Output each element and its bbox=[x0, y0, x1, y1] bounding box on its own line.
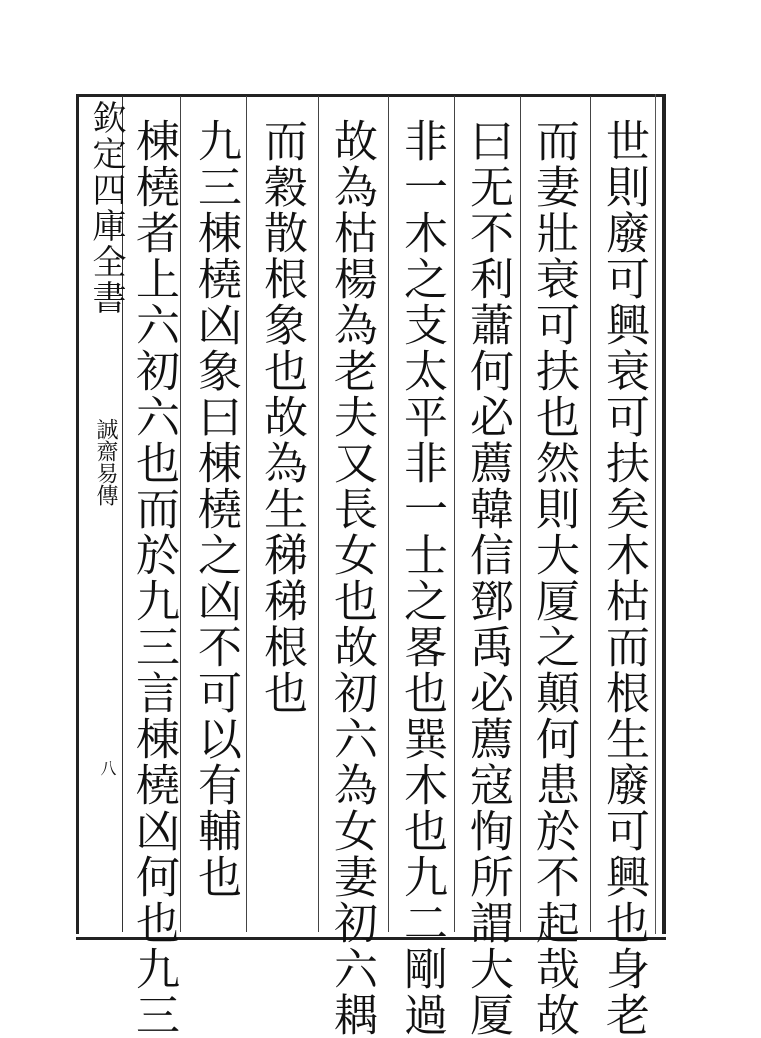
text-column-8: 棟橈者上六初六也而於九三言棟橈凶何也九三 bbox=[128, 118, 179, 1038]
text-column-4: 非一木之支太平非一士之畧也巽木也九二剛過 bbox=[396, 118, 447, 1038]
right-border bbox=[662, 94, 666, 934]
text-column-5: 故為枯楊為老夫又長女也故初六為女妻初六耦 bbox=[326, 118, 377, 1038]
text-column-1: 世則廢可興衰可扶矣木枯而根生廢可興也身老 bbox=[598, 118, 649, 1038]
column-divider bbox=[246, 96, 247, 932]
left-border bbox=[76, 94, 79, 934]
text-column-3: 曰无不利蕭何必薦韓信鄧禹必薦寇恂所謂大厦 bbox=[462, 118, 513, 1038]
column-divider bbox=[590, 96, 591, 932]
page-number: 八 bbox=[98, 760, 117, 776]
column-divider bbox=[454, 96, 455, 932]
text-column-7: 九三棟橈凶象曰棟橈之凶不可以有輔也 bbox=[190, 118, 241, 900]
column-divider bbox=[388, 96, 389, 932]
right-inner-border bbox=[655, 94, 656, 934]
column-divider bbox=[180, 96, 181, 932]
book-title: 誠齋易傳 bbox=[93, 418, 118, 506]
column-divider bbox=[318, 96, 319, 932]
collection-title: 欽定四庫全書 bbox=[86, 100, 126, 316]
column-divider bbox=[520, 96, 521, 932]
text-column-6: 而穀散根象也故為生稊稊根也 bbox=[256, 118, 307, 716]
text-column-2: 而妻壯衰可扶也然則大厦之顛何患於不起哉故 bbox=[528, 118, 579, 1038]
